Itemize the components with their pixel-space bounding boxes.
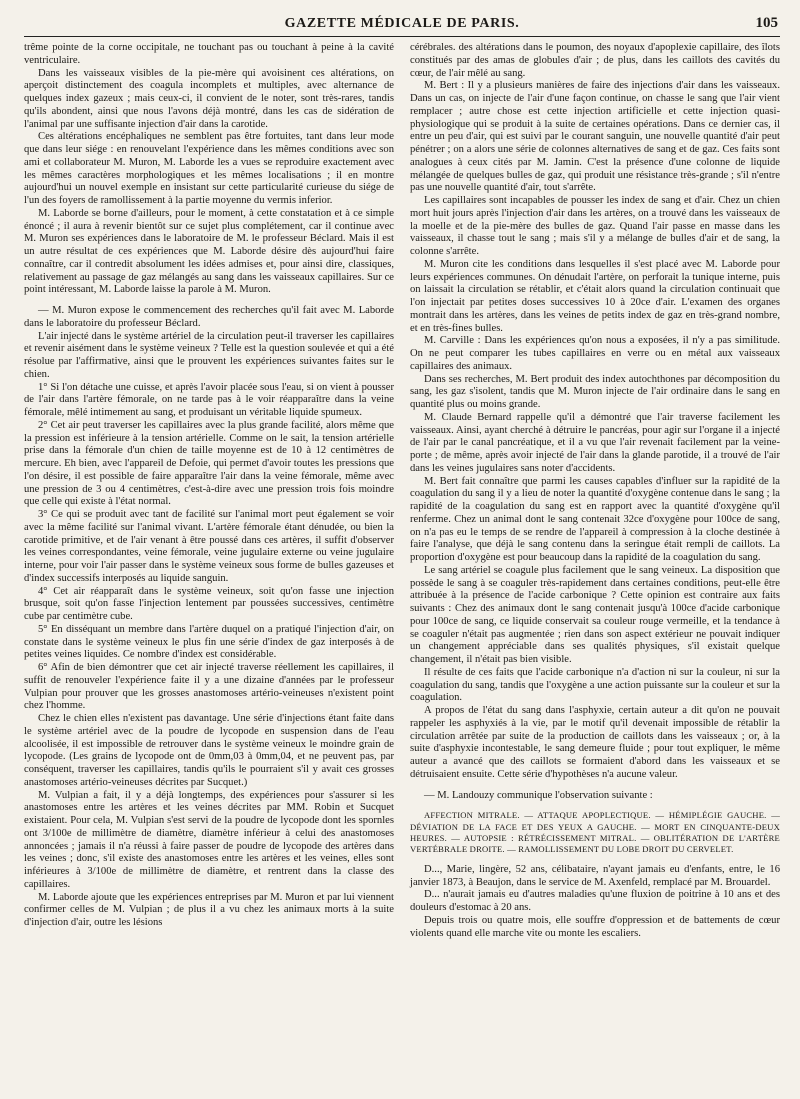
- right-column: [410, 42, 780, 940]
- left-column: [24, 42, 394, 940]
- paragraph: M. Carville : Dans les expériences qu'on nous a exposées, il n'y a pas similitude. On ne peut comparer les tubes capillaires en verre ou en métal aux vaisseaux capillaires des animaux.: [410, 335, 780, 372]
- paragraph: M. Vulpian a fait, il y a déjà longtemps, des expériences pour s'assurer si les anastomoses entre les artères et les veines décrites par MM. Robin et Sucquet existaient. Pour cela, M. Vulpian s'est servi de la poudre de lycopode dont les spornles ont 3/100e de millimètre de diamètre, diamètre inférieur à celui des anastomoses annoncées ; jamais il n'a réussi à faire passer de poudre de lycopode des artères dans les veines ; donc, s'il existe des anastomoses entre les artères et les veines, elles sont inférieures à 3/100e de millimètre de diamètre, et rentrent dans la classe des capillaires.: [24, 789, 394, 890]
- paragraph: Dans les vaisseaux visibles de la pie-mère qui avoisinent ces altérations, on aperçoit distinctement des coagula incomplets et multiples, avec alternance de quelques index gazeux ; mais ceux-ci, il convient de le noter, sont très-rares, tandis qu'ils abondent, ainsi que nous l'avons déjà montré, dans les cas de sidération de l'animal par une suffisante injection d'air dans la carotide.: [24, 67, 394, 130]
- paragraph: A propos de l'état du sang dans l'asphyxie, certain auteur a dit qu'on ne pouvait rappeler les asphyxiés à la vie, par le motif qu'il devenait impossible de rétablir la circulation arrêtée par suite de la production de caillots dans les vaisseaux ; or, à la suite d'asphyxie incontestable, le sang demeure fluide ; pour tout expliquer, le même auteur a avancé que des caillots se formaient d'abord dans les vaisseaux et se détruisaient ensuite. Cette série d'hypothèses n'a aucune valeur.: [410, 705, 780, 780]
- paragraph: 2° Cet air peut traverser les capillaires avec la plus grande facilité, alors même que la pression est inférieure à la tension artérielle. Comme on le sait, la tension artérielle prise dans la fémorale d'un chien de taille moyenne est de 10 à 12 centimètres de mercure. Eh bien, avec l'appareil de Defoie, qui permet d'avoir toutes les pressions que l'on désire, il est possible de faire apparaître l'air dans la veine fémorale, même avec une pression de 3 ou 4 centimètres, c'est-à-dire avec une pression trois fois moindre que celle qui existe à l'état normal.: [24, 419, 394, 508]
- paragraph: 4° Cet air réapparaît dans le système veineux, soit qu'on fasse une injection brusque, soit qu'on fasse l'injection lentement par poussées successives, centimètre cube par centimètre cube.: [24, 585, 394, 622]
- paragraph: M. Bert fait connaître que parmi les causes capables d'influer sur la rapidité de la coagulation du sang il y a lieu de noter la quantité d'oxygène contenue dans le sang ; la rapidité de la coagulation du sang est en rapport avec la quantité d'oxygène qu'il renferme. Chez un animal dont le sang contenait 32ce d'oxygène pour 100ce de sang, on n'a pas eu le temps de se rendre de l'appareil à compression à la cloche destinée à faire l'analyse, que déjà le sang contenu dans la seringue était rempli de caillots. La proportion d'oxygène est pour beaucoup dans la rapidité de la coagulation du sang.: [410, 475, 780, 563]
- paragraph: — M. Muron expose le commencement des recherches qu'il fait avec M. Laborde dans le laboratoire du professeur Béclard.: [24, 305, 394, 329]
- paragraph: L'air injecté dans le système artériel de la circulation peut-il traverser les capillaires et revenir aisément dans le système veineux ? Telle est la question soulevée et qui a été résolue par l'affirmative, ainsi que le prouvent les expériences suivantes faites sur le chien.: [24, 330, 394, 380]
- paragraph: trême pointe de la corne occipitale, ne touchant pas ou touchant à peine à la cavité ventriculaire.: [24, 42, 394, 66]
- paragraph: cérébrales. des altérations dans le poumon, des noyaux d'apoplexie capillaire, des îlots constitués par des amas de globules d'air ; de plus, dans les caillots des cavités du cœur, de l'air mêlé au sang.: [410, 42, 780, 79]
- paragraph: D..., Marie, lingère, 52 ans, célibataire, n'ayant jamais eu d'enfants, entre, le 16 janvier 1873, à Beaujon, dans le service de M. Axenfeld, remplacé par M. Brouardel.: [410, 863, 780, 888]
- paragraph: — M. Landouzy communique l'observation suivante :: [424, 789, 653, 801]
- paragraph: M. Muron cite les conditions dans lesquelles il s'est placé avec M. Laborde pour leurs expériences communes. On dénudait l'artère, on perforait la tunique interne, puis on laissait la circulation se rétablir, et c'était alors quand la circulation continuait que l'on injectait par petites doses successives 10 à 20ce d'air. L'examen des organes montrait dans les artères, dans les veines de petits index de gaz en très-grand nombre, et en très-fines bulles.: [410, 258, 780, 334]
- running-header: [24, 14, 780, 37]
- paragraph: 1° Si l'on détache une cuisse, et après l'avoir placée sous l'eau, si on vient à pousser de l'air dans l'artère fémorale, on ne tarde pas à le voir réapparaître dans la veine fémorale, mêlé intimement au sang, et produisant un véritable liquide spumeux.: [24, 381, 394, 418]
- text-columns: [24, 42, 780, 940]
- paragraph: Il résulte de ces faits que l'acide carbonique n'a d'action ni sur la couleur, ni sur la coagulation du sang, tandis que l'oxygène a une action puissante sur la couleur et sur la coagulation.: [410, 666, 780, 704]
- paragraph: Chez le chien elles n'existent pas davantage. Une série d'injections étant faite dans le système artériel avec de la poudre de lycopode en suspension dans de l'eau alcoolisée, il est impossible de retrouver dans le système veineux le moindre grain de lycopode. (Les grains de lycopode ont de 0mm,03 à 0mm,04, et ne peuvent pas, par conséquent, traverser les capillaires, tandis qu'ils le pourraient s'il y avait ces grosses anastomoses artério-veineuses décrites par Sucquet.): [24, 713, 394, 788]
- paragraph: M. Laborde ajoute que les expériences entreprises par M. Muron et par lui viennent confirmer celles de M. Vulpian ; de plus il a vu chez les animaux morts à la suite d'injection d'air, outre les lésions: [24, 891, 394, 928]
- journal-title: GAZETTE MÉDICALE DE PARIS.: [284, 16, 520, 31]
- page-number: 105: [755, 15, 778, 31]
- paragraph: Dans ses recherches, M. Bert produit des index autochthones par décomposition du sang, les gaz s'isolent, tandis que M. Muron injecte de l'air ordinaire dans le sang en quantité plus ou moins grande.: [410, 373, 780, 410]
- paragraph: Depuis trois ou quatre mois, elle souffre d'oppression et de battements de cœur violents quand elle marche vite ou monte les escaliers.: [410, 914, 780, 939]
- paragraph: Ces altérations encéphaliques ne semblent pas être fortuites, tant dans leur mode que dans leur siége : en renouvelant l'expérience dans les mêmes conditions avec son ami et collaborateur M. Muron, M. Laborde les a vues se reproduire exactement avec les mêmes caractères morphologiques et les mêmes localisations ; il en montre aujourd'hui un nouvel exemple en insistant sur cette particularité curieuse du siége de l'un des foyers de ramollissement à la partie moyenne du vermis inferior.: [24, 131, 394, 206]
- paragraph: M. Bert : Il y a plusieurs manières de faire des injections d'air dans les vaisseaux. Dans un cas, on injecte de l'air d'une façon continue, on chasse le sang que l'air vient remplacer ; autre chose est cette injection artificielle et cette injection quasi-physiologique qui se produit à la suite de certaines opérations. Dans ce dernier cas, il entre un peu d'air, qui est suivi par le courant sanguin, une nouvelle quantité d'air peut pénétrer ; on a alors une série de colonnes alternatives de sang et de gaz. Ces faits sont analogues à ceux cités par M. Jamin. C'est la présence d'une colonne de liquide mélangée de quelques bulles de gaz, qui produit une résistance très-grande ; s'il n'entre pas une nouvelle quantité d'air, tout s'arrête.: [410, 80, 780, 194]
- paragraph: Le sang artériel se coagule plus facilement que le sang veineux. La disposition que possède le sang à se coaguler très-rapidement dans certaines conditions, peut-elle être attribuée à la présence de l'acide carbonique ? Cette opinion est contraire aux faits suivants : Chez des animaux dont le sang contenait jusqu'à 100ce d'acide carbonique pour 100ce de sang, ce liquide conservait sa couleur rouge vermeille, et la tendance à se coaguler n'était pas augmentée ; rien dans son aspect extérieur ne pouvait indiquer un changement appréciable dans ses qualités physiques, s'il existait quelque changement, il n'était pas bien visible.: [410, 564, 780, 665]
- paragraph: 6° Afin de bien démontrer que cet air injecté traverse réellement les capillaires, il suffit de renouveler l'expérience faite il y a une dizaine d'années par le professeur Vulpian pour prouver que les grosses anastomoses artério-veineuses n'existent point chez l'homme.: [24, 662, 394, 712]
- paragraph: Les capillaires sont incapables de pousser les index de sang et d'air. Chez un chien mort huit jours après l'injection d'air dans les artères, on a trouvé dans les vaisseaux de la moelle et de la pie-mère des bulles de gaz. Quand l'air passe en masse dans les vaisseaux, il chasse tout le sang ; mais s'il y a mélange de bulles d'air et de sang, la colonne s'arrête.: [410, 195, 780, 257]
- paragraph: 5° En disséquant un membre dans l'artère duquel on a pratiqué l'injection d'air, on constate dans le système veineux le plus fin une série d'index de gaz interposés à de petites veines liquides. Ce nombre d'index est considérable.: [24, 623, 394, 661]
- paragraph: M. Laborde se borne d'ailleurs, pour le moment, à cette constatation et à ce simple énoncé ; il aura à revenir bientôt sur ce sujet plus complétement, car il continue avec M. Muron ses expériences dans le laboratoire de M. le professeur Béclard. Mais il est un autre résultat de ces expériences que M. Laborde désire dès aujourd'hui faire connaître, car il contredit absolument les idées admises et, pour ainsi dire, classiques, relativement au passage de gaz mélangés au sang dans les vaisseaux capillaires. Sur ce point intéressant, M. Laborde laisse la parole à M. Muron.: [24, 207, 394, 296]
- paragraph: M. Claude Bernard rappelle qu'il a démontré que l'air traverse facilement les vaisseaux. Ainsi, ayant cherché à détruire le pancréas, pour agir sur l'organe il a injecté de l'air par le canal pancréatique, et il a vu que l'air revenait facilement par la veine-porte ; de même, après avoir injecté de l'air dans la glande parotide, il a trouvé de l'air dans les veines jugulaires sans noter d'accidents.: [410, 411, 780, 474]
- paragraph: 3° Ce qui se produit avec tant de facilité sur l'animal mort peut également se voir avec la même facilité sur l'animal vivant. L'artère fémorale étant dénudée, ou bien la carotide primitive, et de l'air venant à être poussé dans ces artères, il suffit d'observer les veines correspondantes, veine fémorale, veine jugulaire externe ou veine jugulaire interne, pour voir l'air passer dans le système veineux sous forme de bulles gazeuses et d'index successifs interposés au liquide sanguin.: [24, 509, 394, 584]
- paragraph: AFFECTION MITRALE. — ATTAQUE APOPLECTIQUE. — HÉMIPLÉGIE GAUCHE. — DÉVIATION DE LA FACE ET DES YEUX A GAUCHE. — MORT EN CINQUANTE-DEUX HEURES. — AUTOPSIE : RÉTRÉCISSEMENT MITRAL. — OBLITÉRATION DE L'ARTÈRE VERTÉBRALE DROITE. — RAMOLLISSEMENT DU LOBE DROIT DU CERVELET.: [410, 810, 780, 855]
- paragraph: D... n'aurait jamais eu d'autres maladies qu'une fluxion de poitrine à 10 ans et des douleurs d'estomac à 20 ans.: [410, 889, 780, 914]
